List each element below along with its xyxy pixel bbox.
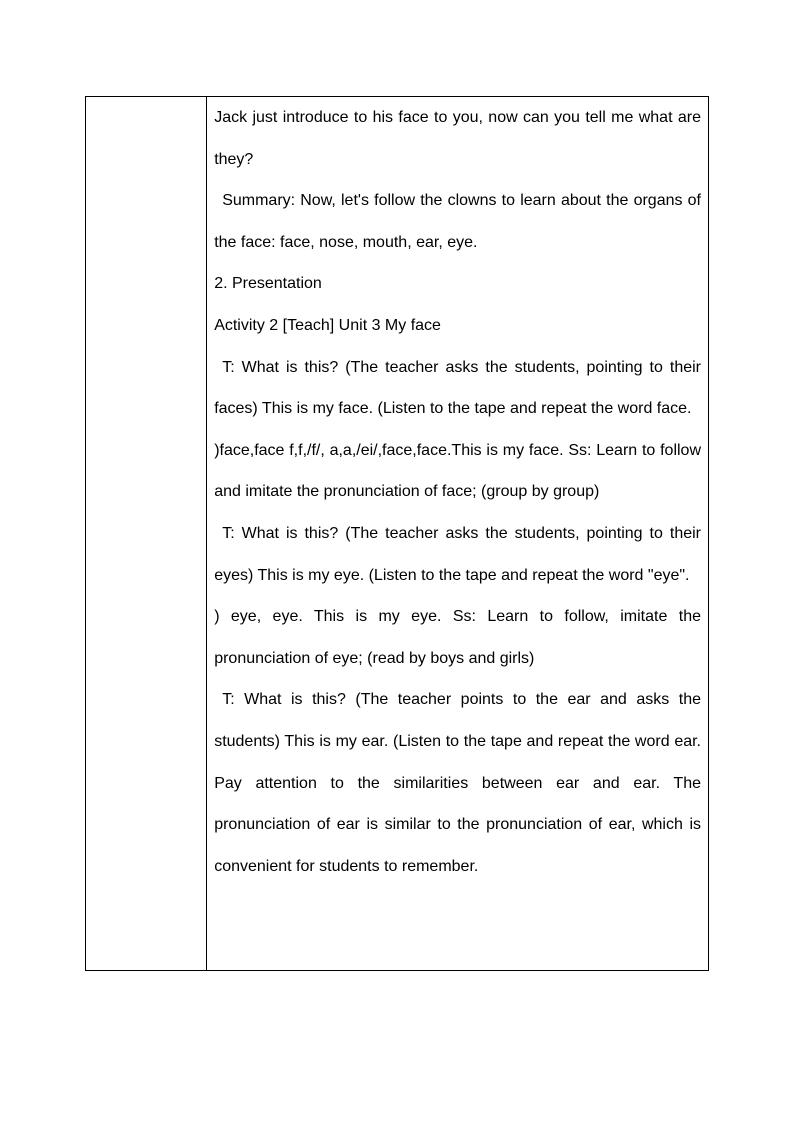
face-question-paragraph: T: What is this? (The teacher asks the students, pointing to their faces) This is my face. (Listen to the tape and repeat the word face. — [214, 358, 701, 418]
eye-question-paragraph: T: What is this? (The teacher asks the students, pointing to their eyes) This is my eye. (Listen to the tape and repeat the word "eye". — [214, 524, 701, 584]
table-row — [86, 97, 709, 971]
left-empty-cell — [86, 97, 207, 971]
summary-paragraph: Summary: Now, let's follow the clowns to learn about the organs of the face: face, nose, mouth, ear, eye. — [214, 192, 701, 251]
lesson-plan-table — [85, 96, 709, 971]
eye-pronunciation-paragraph: ) eye, eye. This is my eye. Ss: Learn to follow, imitate the pronunciation of eye; (read by boys and girls) — [214, 608, 701, 667]
content-cell — [207, 97, 709, 971]
content-body — [207, 97, 708, 887]
activity-heading: Activity 2 [Teach] Unit 3 My face — [214, 316, 441, 334]
intro-question-paragraph: Jack just introduce to his face to you, now can you tell me what are they? — [214, 109, 701, 168]
face-pronunciation-paragraph: )face,face f,f,/f/, a,a,/ei/,face,face.This is my face. Ss: Learn to follow and imitate the pronunciation of face; (group by group) — [214, 441, 701, 501]
ear-question-paragraph: T: What is this? (The teacher points to the ear and asks the students) This is my ear. (Listen to the tape and repeat the word ear. Pay attention to the similarities between ear and ear. The pronunciation of ear is similar to the pronunciation of ear, which is convenient for students to remember. — [214, 691, 701, 875]
section-heading-presentation: 2. Presentation — [214, 275, 322, 293]
